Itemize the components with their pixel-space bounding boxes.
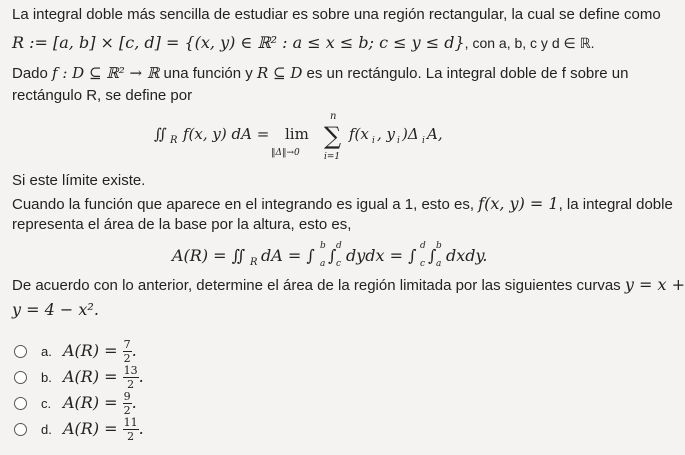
rect-definition: R := [a, b] × [c, d] = {(x, y) ∈ ℝ² : a ≤ x ≤ b; c ≤ y ≤ d} — [12, 33, 465, 52]
task-line-2 — [12, 300, 99, 319]
given-prefix: Dado — [12, 65, 48, 82]
curve-2: y = 4 − x². — [12, 300, 99, 319]
option-b-expr: A(R) = $\frac{13}{2}$ . — [63, 363, 144, 391]
option-a-expr: A(R) = $\frac{7}{2}$ . — [63, 337, 137, 365]
svg-text:∬: ∬ — [154, 125, 167, 143]
case-line — [12, 194, 673, 213]
svg-text:b: b — [436, 241, 442, 251]
svg-text:∑: ∑ — [324, 122, 342, 150]
area-formula — [168, 236, 498, 274]
svg-text:)Δ: )Δ — [402, 125, 419, 143]
option-a-label: a. — [41, 343, 52, 359]
svg-text:n: n — [330, 111, 337, 122]
radio-d[interactable] — [14, 423, 27, 436]
given-function: f : D ⊆ ℝ² → ℝ — [52, 64, 160, 82]
svg-text:a: a — [436, 259, 442, 269]
option-d[interactable] — [14, 415, 144, 443]
svg-text:dA = ∫: dA = ∫ — [261, 246, 315, 265]
double-integral-definition — [150, 110, 470, 170]
given-suffix: es un rectángulo. La integral doble de f sobre un — [306, 65, 629, 82]
radio-b[interactable] — [14, 371, 27, 384]
case-text: Cuando la función que aparece en el integrando es igual a 1, esto es, — [12, 196, 474, 213]
option-d-label: d. — [41, 421, 52, 437]
limit-exists-note: Si este límite existe. — [12, 172, 146, 189]
svg-text:R: R — [170, 135, 178, 146]
svg-text:d: d — [420, 241, 426, 251]
svg-text:d: d — [336, 241, 342, 251]
svg-text:i: i — [397, 136, 400, 146]
svg-text:c: c — [336, 259, 342, 269]
option-d-expr: A(R) = $\frac{11}{2}$ . — [63, 415, 144, 443]
task-text: De acuerdo con lo anterior, determine el área de la región limitada por las siguientes curvas — [12, 277, 621, 294]
radio-a[interactable] — [14, 345, 27, 358]
svg-text:∫: ∫ — [328, 246, 337, 265]
option-b[interactable] — [14, 363, 144, 391]
svg-text:R: R — [250, 257, 258, 268]
given-mid: una función y — [163, 65, 253, 82]
svg-text:lim: lim — [285, 125, 309, 143]
option-b-label: b. — [41, 369, 52, 385]
curve-1: y = x + — [624, 275, 685, 294]
option-a[interactable] — [14, 337, 137, 365]
area-text: representa el área de la base por la altura, esto es, — [12, 216, 352, 233]
option-c[interactable] — [14, 389, 137, 417]
svg-text:f(x: f(x — [349, 125, 369, 143]
svg-text:dydx = ∫: dydx = ∫ — [346, 246, 417, 265]
svg-text:A,: A, — [427, 125, 443, 143]
intro-line-1: La integral doble más sencilla de estudiar es sobre una región rectangular, la cual se define como — [12, 6, 661, 23]
svg-text:‖Δ‖→0: ‖Δ‖→0 — [271, 148, 300, 158]
option-c-expr: A(R) = $\frac{9}{2}$ . — [63, 389, 137, 417]
given-line-2: rectángulo R, se define por — [12, 87, 193, 104]
svg-text:∫: ∫ — [428, 246, 437, 265]
svg-text:b: b — [320, 241, 326, 251]
option-c-label: c. — [41, 395, 52, 411]
task-line — [12, 275, 685, 294]
svg-text:dxdy.: dxdy. — [446, 246, 488, 265]
svg-text:c: c — [420, 259, 426, 269]
svg-text:f(x, y) dA =: f(x, y) dA = — [183, 125, 270, 143]
svg-text:i=1: i=1 — [324, 152, 341, 162]
radio-c[interactable] — [14, 397, 27, 410]
svg-text:a: a — [320, 259, 326, 269]
svg-text:i: i — [422, 136, 425, 146]
given-rect: R ⊆ D — [256, 64, 303, 82]
rect-definition-suffix: , con a, b, c y d ∈ ℝ. — [464, 35, 595, 51]
svg-text:A(R) = ∬: A(R) = ∬ — [172, 246, 246, 265]
svg-text:, y: , y — [377, 125, 396, 143]
case-suffix: , la integral doble — [558, 196, 673, 213]
svg-text:i: i — [372, 136, 375, 146]
given-line — [12, 64, 628, 82]
case-expr: f(x, y) = 1 — [478, 194, 559, 213]
rect-definition-line — [12, 33, 595, 52]
